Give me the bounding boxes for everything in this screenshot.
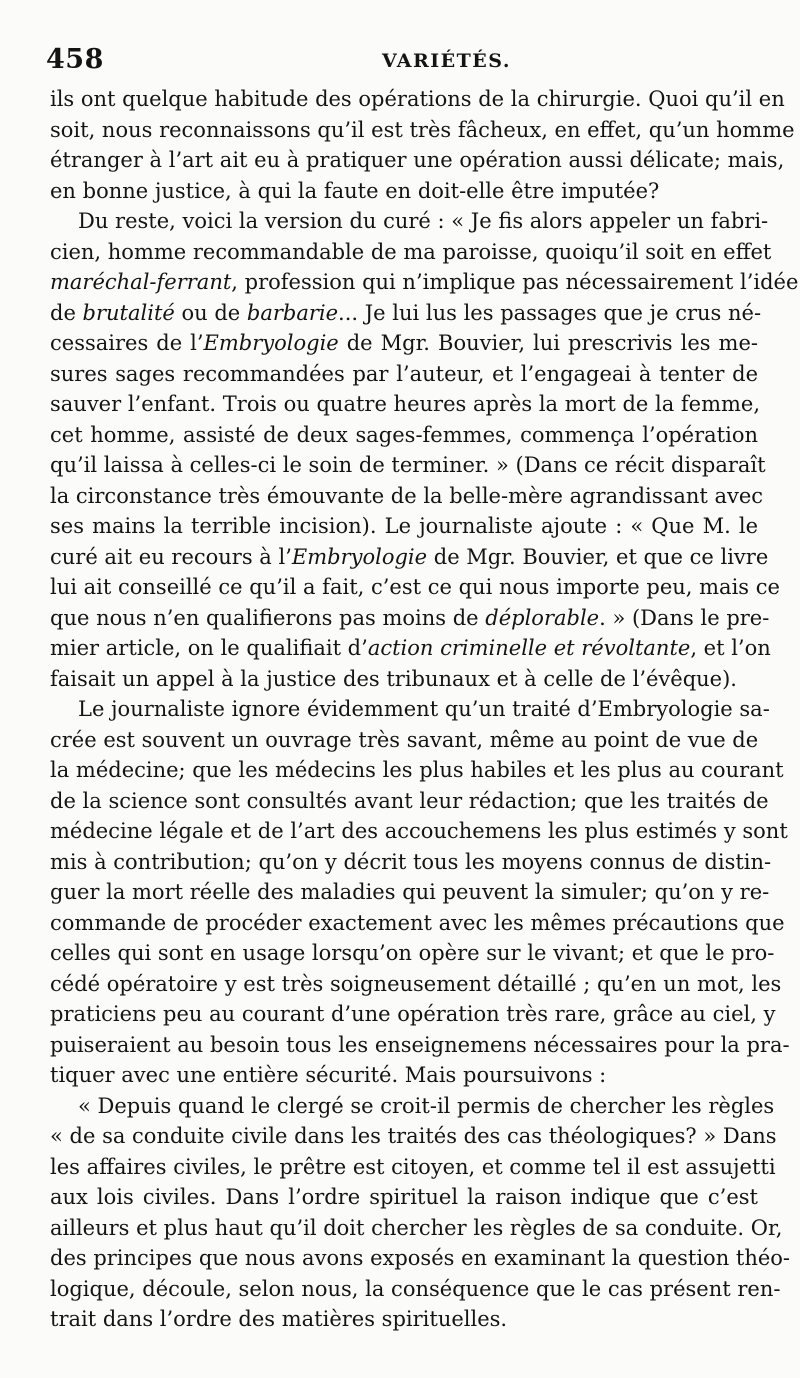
text-segment: de — [50, 300, 83, 325]
text-line — [50, 145, 785, 176]
text-segment: « Depuis quand le clergé se croit-il permis de chercher les règles — [78, 1093, 775, 1118]
text-segment: médecine légale et de l’art des accouchemens les plus estimés y sont — [50, 819, 788, 843]
text-segment: commande de procéder exactement avec les mêmes précautions que — [50, 910, 785, 935]
text-segment: en bonne justice, à qui la faute en doit-elle être imputée? — [50, 178, 660, 203]
text-line — [50, 1274, 781, 1305]
italic-text: Embryologie — [203, 331, 339, 355]
running-head: VARIÉTÉS. — [382, 50, 511, 72]
italic-text: barbarie — [246, 300, 339, 325]
text-segment: cessaires de l’ — [50, 331, 204, 355]
text-segment: les affaires civiles, le prêtre est citoyen, et comme tel il est assujetti — [50, 1154, 776, 1179]
page-header — [42, 44, 762, 78]
text-line — [50, 1060, 758, 1091]
text-line — [50, 603, 770, 634]
text-line — [50, 389, 761, 420]
italic-text: déplorable — [485, 605, 600, 630]
text-segment: praticiens peu au courant d’une opération très rare, grâce au ciel, y — [50, 1002, 776, 1026]
body-text — [50, 84, 799, 1335]
text-line — [50, 694, 770, 725]
text-segment: de Mgr. Bouvier, et que ce livre — [427, 544, 769, 569]
text-segment: , profession qui n’implique pas nécessairement l’idée — [231, 270, 799, 294]
text-segment: curé ait eu recours à l’ — [50, 544, 292, 569]
text-segment: Du reste, voici la version du curé : « Je fis alors appeler un fabri- — [78, 209, 769, 233]
italic-text: action criminelle et révoltante — [367, 636, 691, 660]
text-segment: faisait un appel à la justice des tribunaux et à celle de l’évêque). — [50, 666, 737, 691]
text-line — [50, 877, 770, 908]
text-line — [50, 267, 799, 298]
text-segment: des principes que nous avons exposés en examinant la question théo- — [50, 1246, 791, 1270]
text-segment: que nous n’en qualifierons pas moins de — [50, 605, 486, 630]
text-line — [50, 206, 769, 237]
text-line — [50, 237, 772, 268]
text-line — [50, 1121, 777, 1152]
text-line — [50, 115, 795, 146]
text-line — [50, 847, 772, 878]
text-segment: trait dans l’ordre des matières spirituelles. — [50, 1307, 508, 1331]
text-segment: sures sages recommandées par l’auteur, et l’engageai à tenter de — [50, 361, 758, 386]
text-line — [50, 1213, 783, 1244]
italic-text: brutalité — [82, 300, 175, 325]
text-line — [50, 84, 785, 115]
text-line — [50, 938, 775, 969]
text-line — [50, 511, 758, 542]
text-segment: qu’il laissa à celles-ci le soin de terminer. » (Dans ce récit disparaît — [50, 453, 766, 477]
text-segment: de la science sont consultés avant leur rédaction; que les traités de — [50, 788, 769, 813]
text-line — [50, 816, 788, 847]
text-segment: cédé opératoire y est très soigneusement détaillé ; qu’en un mot, les — [50, 971, 782, 996]
text-segment: mier article, on le qualifiait d’ — [50, 636, 368, 660]
text-segment: ou de — [174, 300, 247, 325]
text-segment: lui ait conseillé ce qu’il a fait, c’est ce qui nous importe peu, mais ce — [50, 575, 780, 599]
text-segment: ses mains la terrible incision). Le journaliste ajoute : « Que M. le — [50, 514, 758, 538]
text-segment: aux lois civiles. Dans l’ordre spirituel la raison indique que c’est — [50, 1185, 758, 1209]
text-segment: soit, nous reconnaissons qu’il est très fâcheux, en effet, qu’un homme — [50, 117, 795, 142]
text-segment: celles qui sont en usage lorsqu’on opère sur le vivant; et que le pro- — [50, 941, 775, 965]
text-segment: cien, homme recommandable de ma paroisse, quoiqu’il soit en effet — [50, 239, 772, 264]
text-line — [50, 328, 758, 359]
text-segment: la médecine; que les médecins les plus habiles et les plus au courant — [50, 758, 784, 782]
text-line — [50, 755, 784, 786]
text-line — [50, 908, 785, 939]
text-line — [50, 969, 782, 1000]
italic-text: maréchal-ferrant — [50, 270, 232, 294]
text-segment: , et l’on — [690, 636, 771, 660]
text-line — [50, 1030, 790, 1061]
text-line — [50, 1243, 791, 1274]
text-line — [50, 176, 758, 207]
text-segment: « de sa conduite civile dans les traités des cas théologiques? » Dans — [50, 1124, 777, 1148]
text-segment: de Mgr. Bouvier, lui prescrivis les me- — [338, 331, 758, 355]
text-line — [50, 725, 758, 756]
text-segment: étranger à l’art ait eu à pratiquer une opération aussi délicate; mais, — [50, 148, 785, 172]
text-line — [50, 1152, 776, 1183]
text-line — [50, 1091, 775, 1122]
text-segment: puiseraient au besoin tous les enseignemens nécessaires pour la pra- — [50, 1032, 790, 1057]
text-segment: sauver l’enfant. Trois ou quatre heures après la mort de la femme, — [50, 392, 761, 416]
text-line — [50, 298, 762, 329]
text-line — [50, 542, 769, 573]
text-segment: ailleurs et plus haut qu’il doit chercher les règles de sa conduite. Or, — [50, 1215, 783, 1240]
page-number: 458 — [46, 44, 104, 75]
italic-text: Embryologie — [291, 544, 428, 569]
text-segment: Le journaliste ignore évidemment qu’un traité d’Embryologie sa- — [78, 697, 770, 721]
text-segment: . » (Dans le pre- — [599, 605, 770, 630]
text-line — [50, 633, 771, 664]
text-line — [50, 359, 758, 390]
text-line — [50, 999, 776, 1030]
text-segment: la circonstance très émouvante de la belle-mère agrandissant avec — [50, 483, 764, 508]
text-line — [50, 786, 769, 817]
text-segment: logique, découle, selon nous, la conséquence que le cas présent ren- — [50, 1276, 781, 1301]
text-segment: cet homme, assisté de deux sages-femmes, commença l’opération — [50, 422, 758, 447]
text-line — [50, 1182, 758, 1213]
text-line — [50, 420, 758, 451]
text-segment: ils ont quelque habitude des opérations de la chirurgie. Quoi qu’il en — [50, 87, 785, 111]
text-line — [50, 450, 766, 481]
text-line — [50, 481, 764, 512]
text-line — [50, 572, 780, 603]
text-line — [50, 1304, 758, 1335]
text-segment: crée est souvent un ouvrage très savant, même au point de vue de — [50, 727, 759, 752]
text-segment: guer la mort réelle des maladies qui peuvent la simuler; qu’on y re- — [50, 880, 770, 904]
text-segment: ... Je lui lus les passages que je crus né- — [338, 300, 762, 325]
text-segment: mis à contribution; qu’on y décrit tous les moyens connus de distin- — [50, 849, 772, 874]
text-segment: tiquer avec une entière sécurité. Mais poursuivons : — [50, 1063, 607, 1087]
text-line — [50, 664, 758, 695]
